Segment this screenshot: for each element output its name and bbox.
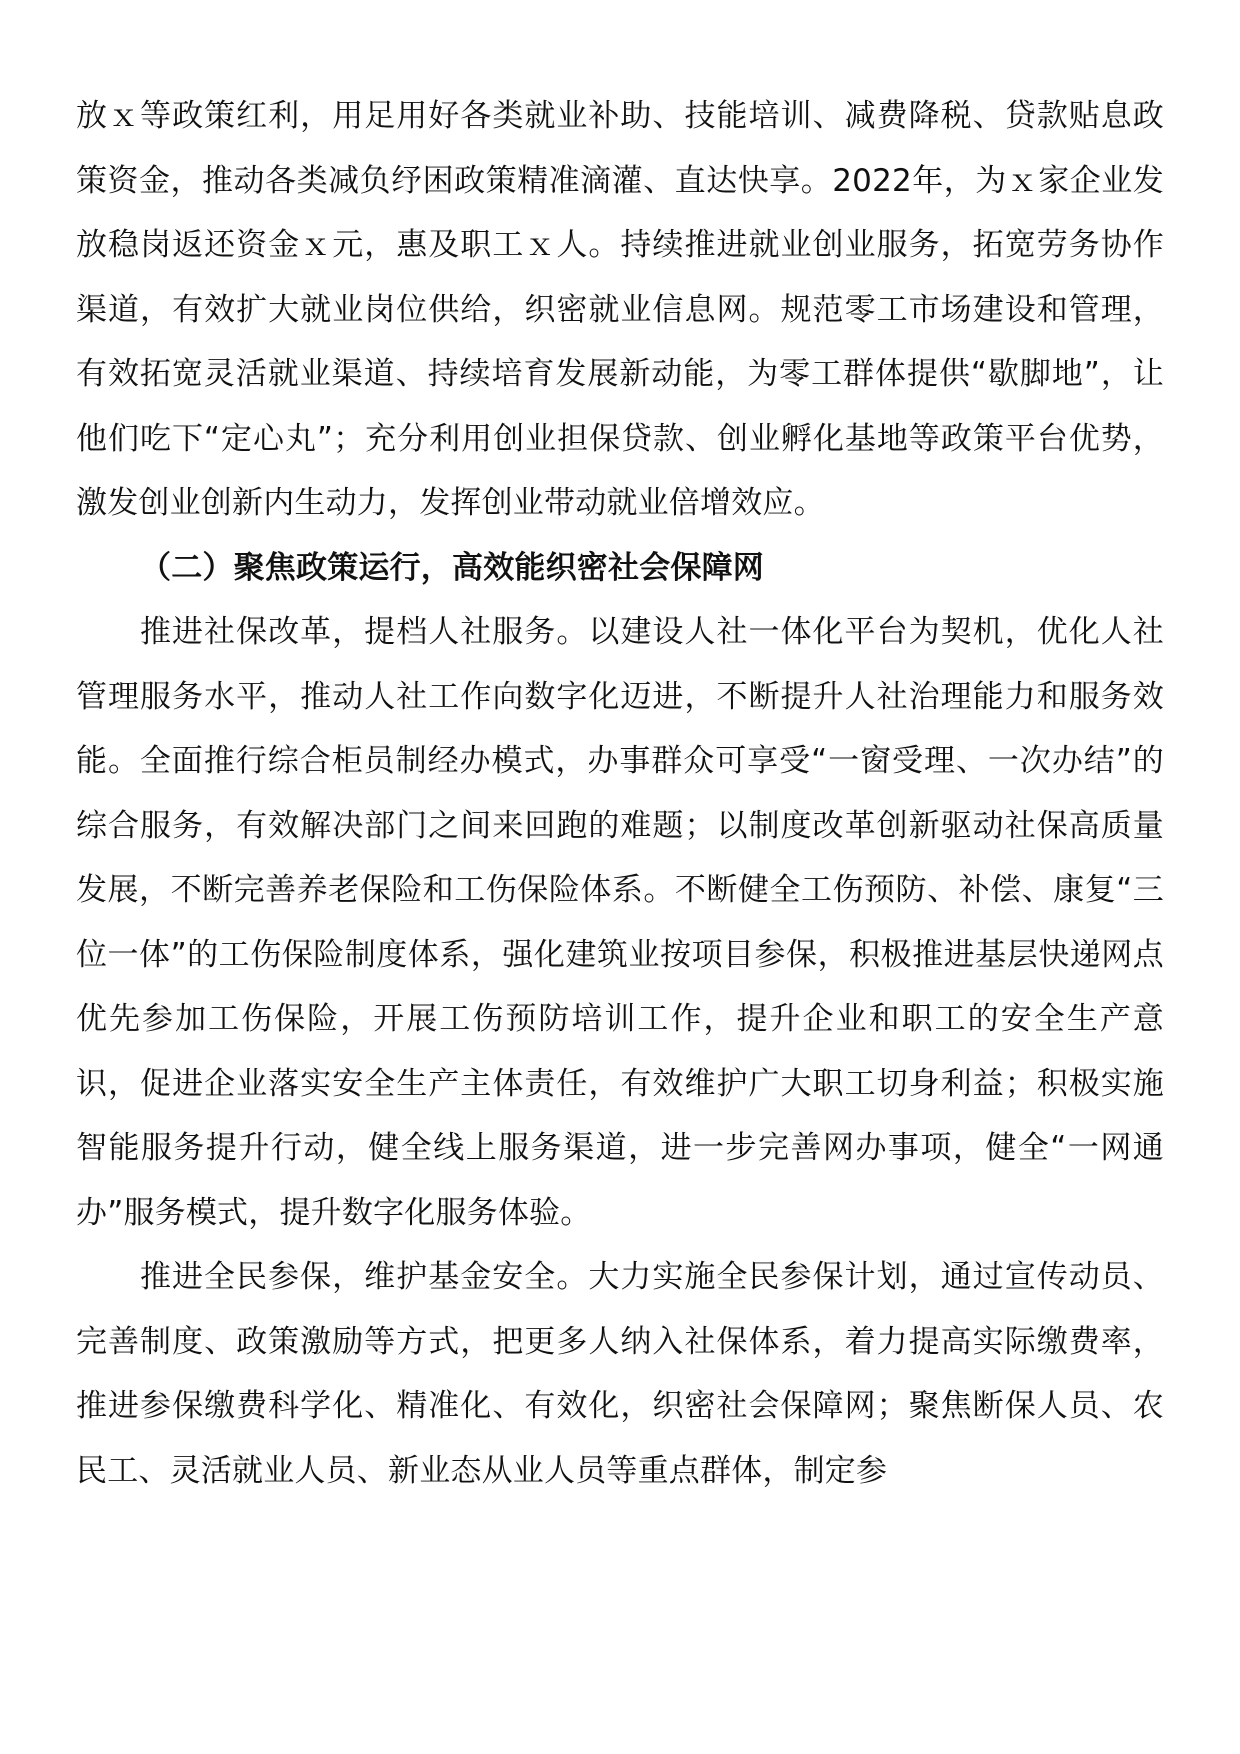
document-page: [76, 84, 1164, 1503]
section-heading: （二）聚焦政策运行，高效能织密社会保障网: [140, 549, 764, 586]
paragraph-social-security-reform: 推进社保改革，提档人社服务。以建设人社一体化平台为契机，优化人社管理服务水平，推动人社工作向数字化迈进，不断提升人社治理能力和服务效能。全面推行综合柜员制经办模式，办事群众可享受“一窗受理、一次办结”的综合服务，有效解决部门之间来回跑的难题；以制度改革创新驱动社保高质量发展，不断完善养老保险和工伤保险体系。不断健全工伤预防、补偿、康复“三位一体”的工伤保险制度体系，强化建筑业按项目参保，积极推进基层快递网点优先参加工伤保险，开展工伤预防培训工作，提升企业和职工的安全生产意识，促进企业落实安全生产主体责任，有效维护广大职工切身利益；积极实施智能服务提升行动，健全线上服务渠道，进一步完善网办事项，健全“一网通办”服务模式，提升数字化服务体验。: [76, 614, 1164, 1231]
paragraph-continued: 放ｘ等政策红利，用足用好各类就业补助、技能培训、减费降税、贷款贴息政策资金，推动各类减负纾困政策精准滴灌、直达快享。2022年，为ｘ家企业发放稳岗返还资金ｘ元，惠及职工ｘ人。持续推进就业创业服务，拓宽劳务协作渠道，有效扩大就业岗位供给，织密就业信息网。规范零工市场建设和管理，有效拓宽灵活就业渠道、持续培育发展新动能，为零工群体提供“歇脚地”，让他们吃下“定心丸”；充分利用创业担保贷款、创业孵化基地等政策平台优势，激发创业创新内生动力，发挥创业带动就业倍增效应。: [76, 98, 1164, 521]
paragraph-universal-insurance: 推进全民参保，维护基金安全。大力实施全民参保计划，通过宣传动员、完善制度、政策激励等方式，把更多人纳入社保体系，着力提高实际缴费率，推进参保缴费科学化、精准化、有效化，织密社会保障网；聚焦断保人员、农民工、灵活就业人员、新业态从业人员等重点群体，制定参: [76, 1259, 1164, 1489]
